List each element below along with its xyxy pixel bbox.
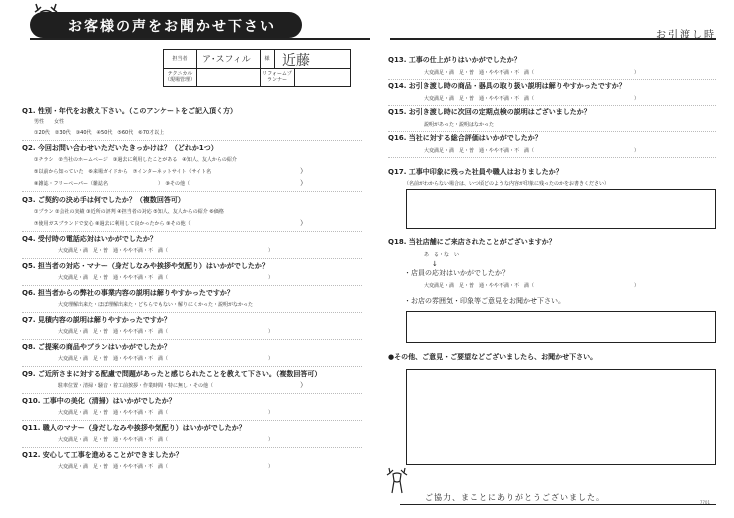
divider [388, 79, 716, 80]
sales-handwritten-name: 近藤 [282, 53, 310, 69]
divider [22, 312, 362, 313]
footer-underline [400, 504, 716, 505]
sales-handwritten-value: ア･スフィル [202, 55, 251, 65]
tech-label: テクニカル（現場管理） [164, 68, 197, 86]
q2-options-line1[interactable]: ①チラシ ②当社のホームページ ③過去に利用したことがある ④知人、友人からの紹介 [34, 157, 237, 163]
question-q17: Q17. 工事中印象に残った社員や職人はおりましたか？ [388, 168, 563, 176]
q17-answer-box[interactable] [406, 189, 716, 229]
title-underline [30, 38, 370, 40]
divider [22, 231, 362, 232]
q5-rating-scale[interactable]: 大変満足・満 足・普 通・やや不満・不 満（ ） [58, 275, 274, 281]
q6-rating-scale[interactable]: 大変理解出来た・ほぼ理解出来た・どちらでもない・解りにくかった・説明がなかった [58, 302, 253, 308]
q14-rating-scale[interactable]: 大変満足・満 足・普 通・やや不満・不 満（ ） [424, 96, 640, 102]
reform-label: リフォームプランナー [260, 68, 295, 86]
q2-close-paren-2: ） [300, 179, 307, 187]
q3-options-line1[interactable]: ①プラン ②会社の実績 ③近所の評判 ④担当者の対応 ⑤知人、友人からの紹介 ⑥価格 [34, 209, 224, 215]
divider [388, 157, 716, 158]
divider [388, 105, 716, 106]
q17-note: （名前がわからない場合は、いつ頃どのような内容が印象に残ったのかをお書きください） [404, 181, 610, 187]
divider [22, 447, 362, 448]
q3-options-line2[interactable]: ⑦使用ガスブランドで安心 ⑧過去に利用して良かったから ⑨その他（ [34, 221, 191, 227]
question-q6: Q6. 担当者からの弊社の事業内容の説明は解りやすかったですか？ [22, 289, 234, 297]
divider [22, 140, 362, 141]
right-header-underline [390, 38, 716, 40]
other-comments-heading: ●その他、ご意見・ご要望などございましたら、お聞かせ下さい。 [388, 353, 598, 361]
question-q1: Q1. 性別・年代をお教え下さい。（このアンケートをご記入頂く方） [22, 107, 237, 115]
divider [22, 191, 362, 192]
q18-options[interactable]: あ る・な い [424, 252, 460, 258]
divider [22, 285, 362, 286]
q2-close-paren: ） [300, 167, 307, 175]
q3-close-paren: ） [300, 219, 307, 227]
sales-suffix-label: 様 [260, 50, 275, 68]
divider [388, 131, 716, 132]
question-q16: Q16. 当社に対する総合評価はいかがでしたか？ [388, 134, 542, 142]
divider [22, 366, 362, 367]
handover-label: お引渡し時 [656, 30, 716, 41]
thank-you-message: ご協力、まことにありがとうございました。 [425, 493, 605, 502]
arrow-down-icon: ↓ [432, 260, 438, 268]
q7-rating-scale[interactable]: 大変満足・満 足・普 通・やや不満・不 満（ ） [58, 329, 274, 335]
staff-row-tech [164, 68, 350, 86]
q2-options-line3[interactable]: ⑧雑誌・フリーペーパー（雑誌名 ） ⑨その他（ [34, 181, 191, 187]
q9-close-paren: ） [300, 381, 307, 389]
question-q12: Q12. 安心して工事を進めることができましたか？ [22, 451, 183, 459]
page-title: お客様の声をお聞かせ下さい [68, 19, 276, 35]
other-comments-box[interactable] [406, 369, 716, 465]
question-q9: Q9. ご近所さまに対する配慮で問題があったと感じられたことを教えて下さい。（複数回答可） [22, 370, 322, 378]
q8-rating-scale[interactable]: 大変満足・満 足・普 通・やや不満・不 満（ ） [58, 356, 274, 362]
question-q14: Q14. お引き渡し時の商品・器具の取り扱い説明は解りやすかったですか？ [388, 82, 626, 90]
q13-rating-scale[interactable]: 大変満足・満 足・普 通・やや不満・不 満（ ） [424, 70, 640, 76]
divider [22, 339, 362, 340]
q15-options[interactable]: 説明があった・説明はなかった [424, 122, 494, 128]
q2-options-line2[interactable]: ⑤以前から知っていた ⑥来場ガイドから ⑦インターネットサイト（サイト名 [34, 169, 212, 175]
question-q8: Q8. ご提案の商品やプランはいかがでしたか？ [22, 343, 171, 351]
question-q7: Q7. 見積内容の説明は解りやすかったですか？ [22, 316, 171, 324]
q18-store-opinion-box[interactable] [406, 311, 716, 343]
question-q18: Q18. 当社店舗にご来店されたことがございますか？ [388, 238, 556, 246]
question-q5: Q5. 担当者の対応・マナー（身だしなみや挨拶や気配り）はいかがでしたか？ [22, 262, 269, 270]
question-q3: Q3. ご契約の決め手は何でしたか？（複数回答可） [22, 196, 185, 204]
staff-row-sales [164, 50, 350, 69]
divider [22, 393, 362, 394]
sales-label: 担当者 [164, 50, 197, 68]
q1-age-options[interactable]: ①20代 ②30代 ③40代 ④50代 ⑤60代 ⑥70才以上 [34, 130, 165, 136]
q9-options[interactable]: 駐車位置・清掃・騒音・着工前挨拶・作業時間・特に無し・その他（ [58, 383, 214, 389]
q12-rating-scale[interactable]: 大変満足・満 足・普 通・やや不満・不 満（ ） [58, 464, 274, 470]
question-q11: Q11. 職人のマナー（身だしなみや挨拶や気配り）はいかがでしたか？ [22, 424, 246, 432]
form-code: 7701 [699, 500, 710, 505]
question-q4: Q4. 受付時の電話応対はいかがでしたか？ [22, 235, 157, 243]
staff-table [163, 49, 351, 87]
q1-gender-options[interactable]: 男性 女性 [34, 119, 65, 125]
question-q2: Q2. 今回お問い合わせいただいたきっかけは？（どれか1つ） [22, 144, 218, 152]
q4-rating-scale[interactable]: 大変満足・満 足・普 通・やや不満・不 満（ ） [58, 248, 274, 254]
divider [22, 420, 362, 421]
question-q13: Q13. 工事の仕上がりはいかがでしたか？ [388, 56, 521, 64]
question-q15: Q15. お引き渡し時に次回の定期点検の説明はございましたか？ [388, 108, 591, 116]
q16-rating-scale[interactable]: 大変満足・満 足・普 通・やや不満・不 満（ ） [424, 148, 640, 154]
deer-footer-icon [384, 466, 410, 494]
question-q10: Q10. 工事中の美化（清掃）はいかがでしたか？ [22, 397, 176, 405]
q10-rating-scale[interactable]: 大変満足・満 足・普 通・やや不満・不 満（ ） [58, 410, 274, 416]
q11-rating-scale[interactable]: 大変満足・満 足・普 通・やや不満・不 満（ ） [58, 437, 274, 443]
q18-staff-rating-scale[interactable]: 大変満足・満 足・普 通・やや不満・不 満（ ） [424, 283, 640, 289]
divider [22, 258, 362, 259]
q18-sub-question-store: ・お店の雰囲気・印象等ご意見をお聞かせ下さい。 [404, 297, 565, 305]
q18-sub-question-staff: ・店員の応対はいかがでしたか？ [404, 269, 509, 277]
